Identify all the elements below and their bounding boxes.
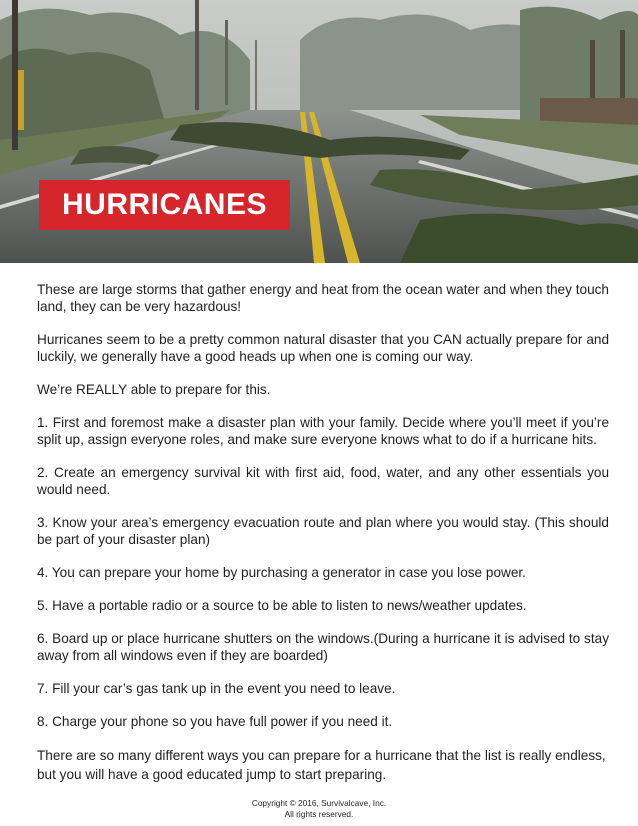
intro-paragraph: Hurricanes seem to be a pretty common natural disaster that you CAN actually prepare for and luckily, we generally have a good heads up when one is coming our way.	[37, 332, 609, 364]
page-title: HURRICANES	[39, 180, 290, 230]
closing-paragraph: There are so many different ways you can prepare for a hurricane that the list is really endless, but you will have a good educated jump to start preparing.	[37, 748, 606, 782]
list-item: 1. First and foremost make a disaster plan with your family. Decide where you’ll meet if you’re split up, assign everyone roles, and make sure everyone knows what to do if a hurricane hits.	[37, 415, 609, 447]
copyright-text: Copyright © 2016, Survivalcave, Inc.	[251, 798, 387, 808]
intro-paragraph: These are large storms that gather energy and heat from the ocean water and when they touch land, they can be very hazardous!	[37, 282, 609, 314]
list-item: 7. Fill your car’s gas tank up in the event you need to leave.	[37, 681, 396, 696]
list-item: 4. You can prepare your home by purchasing a generator in case you lose power.	[37, 565, 526, 580]
intro-paragraph: We’re REALLY able to prepare for this.	[37, 382, 271, 397]
list-item: 2. Create an emergency survival kit with first aid, food, water, and any other essentials you would need.	[37, 465, 609, 497]
footer	[0, 798, 638, 820]
list-item: 6. Board up or place hurricane shutters on the windows.(During a hurricane it is advised to stay away from all windows even if they are boarded)	[37, 631, 609, 663]
list-item: 3. Know your area’s emergency evacuation route and plan where you would stay. (This should be part of your disaster plan)	[37, 515, 609, 547]
hero-image	[0, 0, 638, 263]
article-body	[37, 281, 609, 800]
list-item: 8. Charge your phone so you have full power if you need it.	[37, 714, 393, 729]
list-item: 5. Have a portable radio or a source to be able to listen to news/weather updates.	[37, 598, 527, 613]
rights-text: All rights reserved.	[284, 809, 354, 819]
